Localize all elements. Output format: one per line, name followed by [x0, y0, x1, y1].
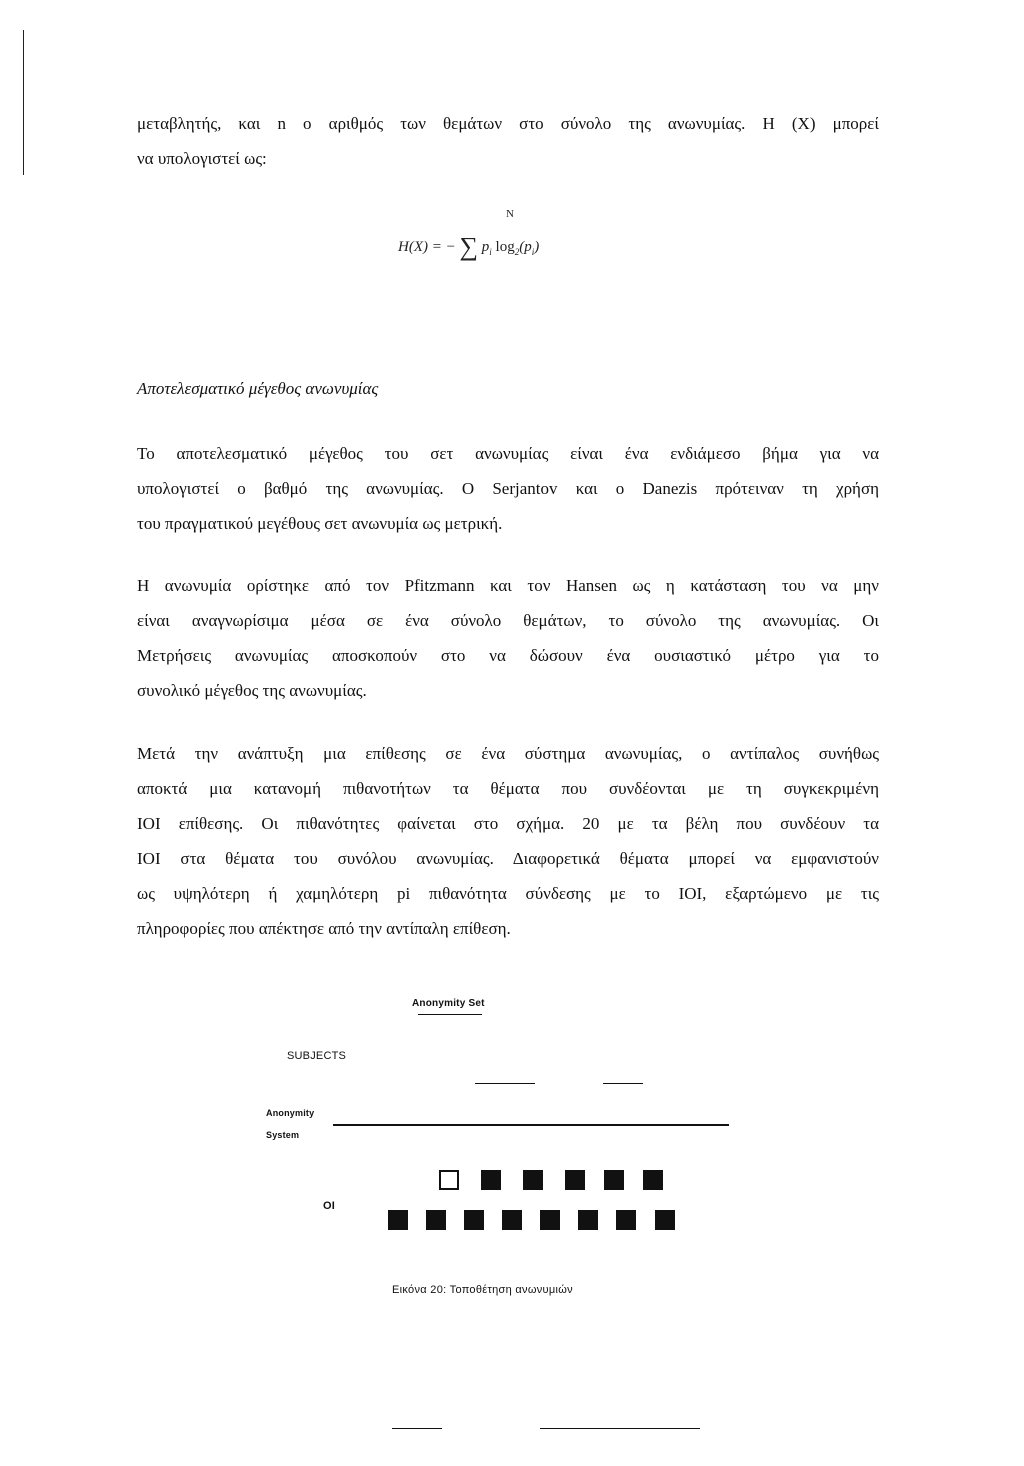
paragraph-line: του πραγματικού μεγέθους σετ ανωνυμία ως μετρική.: [137, 514, 503, 533]
formula-arg-close: ): [534, 239, 540, 255]
footer-rule-right: [540, 1428, 700, 1429]
paragraph-line: συνολικό μέγεθος της ανωνυμίας.: [137, 681, 367, 700]
formula-arg-sub: i: [531, 247, 535, 257]
oi-box: [464, 1210, 484, 1230]
intro-line: να υπολογιστεί ως:: [137, 149, 267, 168]
oi-box: [540, 1210, 560, 1230]
intro-paragraph: [137, 106, 879, 176]
paragraph-line: Η ανωνυμία ορίστηκε από τον Pfitzmann και τον Hansen ως η κατάσταση του να μην: [137, 576, 879, 595]
subject-box: [523, 1170, 543, 1190]
subject-box: [604, 1170, 624, 1190]
paragraph-line: υπολογιστεί ο βαθμό της ανωνυμίας. Ο Serjantov και ο Danezis πρότειναν τη χρήση: [137, 479, 879, 498]
formula-term: p: [481, 239, 490, 255]
oi-box: [388, 1210, 408, 1230]
paragraph-1: [137, 436, 879, 541]
system-label-line1: Anonymity: [266, 1108, 315, 1118]
formula-log: log: [491, 239, 515, 255]
subject-box-empty: [439, 1170, 459, 1190]
system-label-line2: System: [266, 1130, 300, 1140]
entropy-formula: [398, 208, 540, 261]
paragraph-3: [137, 736, 879, 946]
sigma-symbol: ∑: [459, 232, 479, 261]
paragraph-line: πληροφορίες που απέκτησε από την αντίπαλη επίθεση.: [137, 919, 511, 938]
system-boundary-line: [333, 1124, 729, 1126]
paragraph-line: Μετρήσεις ανωνυμίας αποσκοπούν στο να δώσουν ένα ουσιαστικό μέτρο για το: [137, 646, 879, 665]
sum-upper-limit: N: [506, 208, 514, 220]
subject-box: [643, 1170, 663, 1190]
footer-rule-left: [392, 1428, 442, 1429]
intro-line: μεταβλητής, και n ο αριθμός των θεμάτων στο σύνολο της ανωνυμίας. Η (Χ) μπορεί: [137, 114, 879, 133]
section-heading: Αποτελεσματικό μέγεθος ανωνυμίας: [137, 379, 379, 398]
oi-label: OI: [323, 1200, 336, 1212]
oi-box: [655, 1210, 675, 1230]
left-margin-rule: [23, 30, 24, 175]
oi-box: [616, 1210, 636, 1230]
figure-caption: Εικόνα 20: Τοποθέτηση ανωνυμιών: [392, 1284, 573, 1296]
subject-box: [565, 1170, 585, 1190]
oi-box: [426, 1210, 446, 1230]
formula-arg-open: (p: [519, 239, 532, 255]
paragraph-line: Μετά την ανάπτυξη μια επίθεσης σε ένα σύστημα ανωνυμίας, ο αντίπαλος συνήθως: [137, 744, 879, 763]
subjects-line-2: [603, 1083, 643, 1084]
oi-box: [578, 1210, 598, 1230]
subject-box: [481, 1170, 501, 1190]
subjects-line-1: [475, 1083, 535, 1084]
anonymity-set-underline: [418, 1014, 482, 1015]
paragraph-2: [137, 568, 879, 708]
formula-log-sub: 2: [514, 247, 520, 257]
paragraph-line: αποκτά μια κατανομή πιθανοτήτων τα θέματα που συνδέονται με τη συγκεκριμένη: [137, 779, 879, 798]
formula-lhs: H(X) = −: [398, 239, 456, 255]
paragraph-line: ΙΟΙ στα θέματα του συνόλου ανωνυμίας. Διαφορετικά θέματα μπορεί να εμφανιστούν: [137, 849, 879, 868]
paragraph-line: ΙΟΙ επίθεσης. Οι πιθανότητες φαίνεται στο σχήμα. 20 με τα βέλη που συνδέουν τα: [137, 814, 879, 833]
paragraph-line: ως υψηλότερη ή χαμηλότερη pi πιθανότητα σύνδεσης με το ΙΟΙ, εξαρτώμενο με τις: [137, 884, 879, 903]
paragraph-line: Το αποτελεσματικό μέγεθος του σετ ανωνυμίας είναι ένα ενδιάμεσο βήμα για να: [137, 444, 879, 463]
oi-box: [502, 1210, 522, 1230]
paragraph-line: είναι αναγνωρίσιμα μέσα σε ένα σύνολο θεμάτων, το σύνολο της ανωνυμίας. Οι: [137, 611, 879, 630]
subjects-label: SUBJECTS: [287, 1050, 347, 1062]
anonymity-set-label: Anonymity Set: [412, 998, 485, 1009]
formula-term-sub: i: [489, 247, 492, 257]
